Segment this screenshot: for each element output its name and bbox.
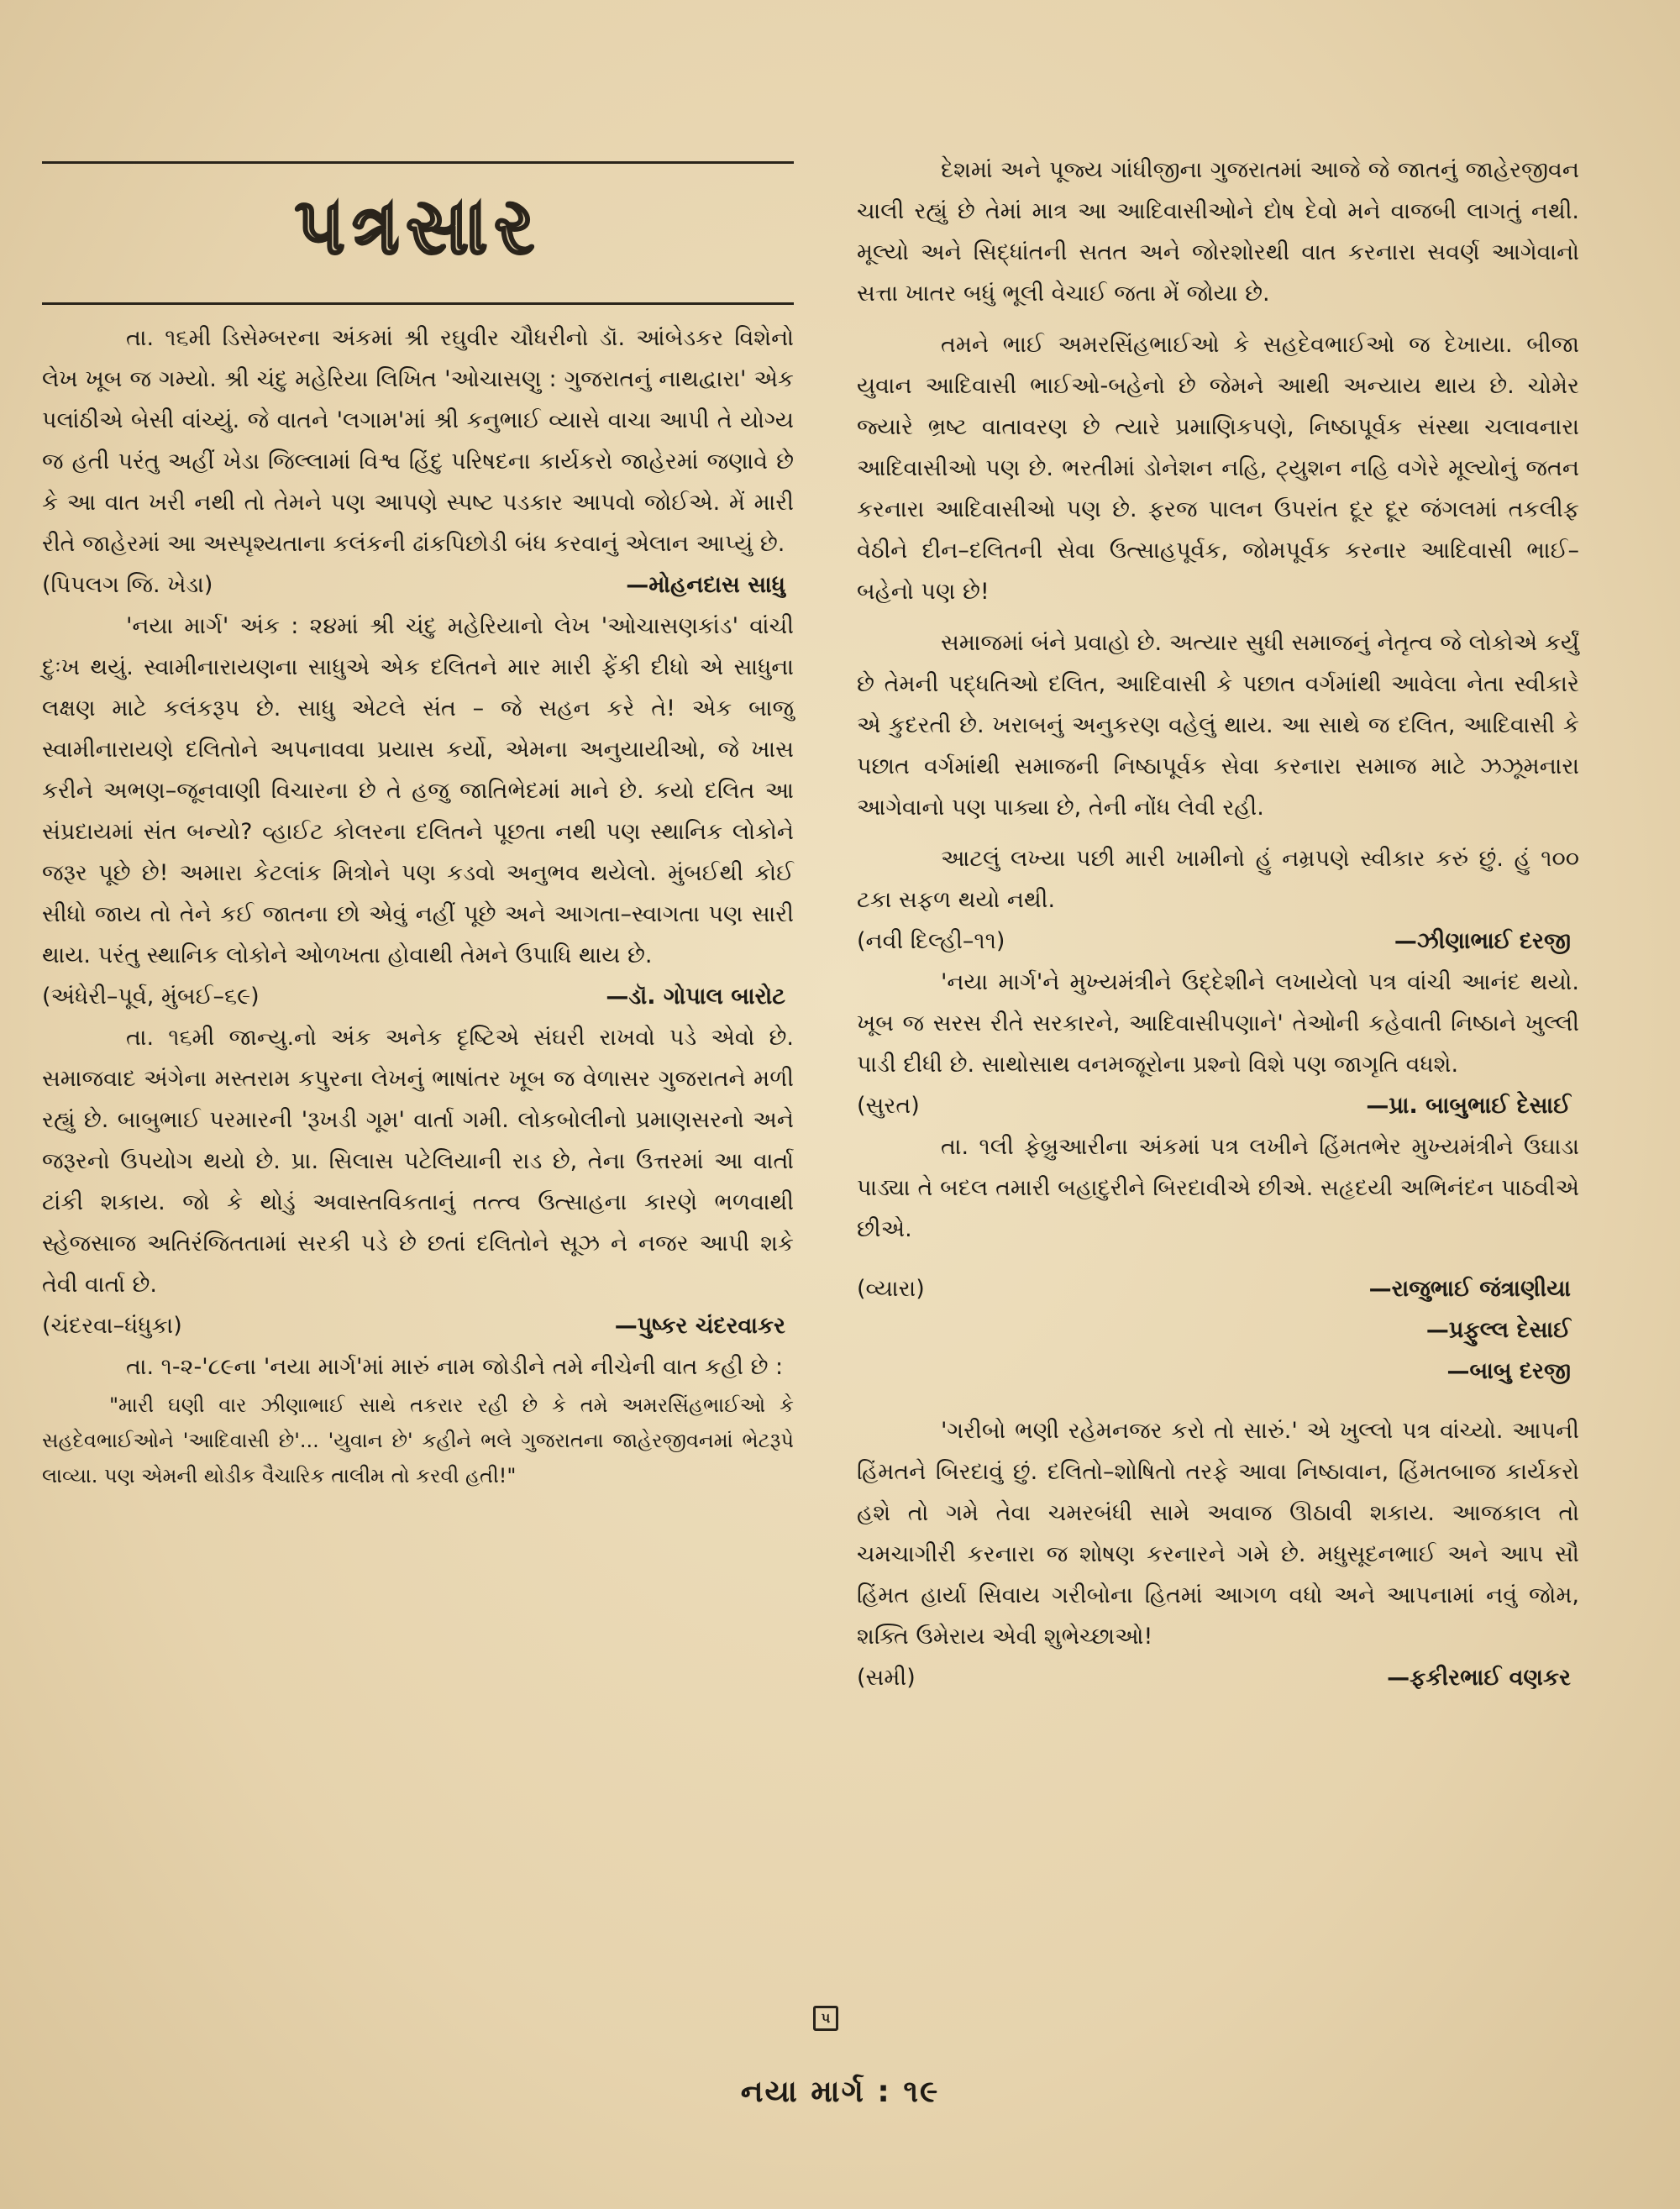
letter-4-continued-3: સમાજમાં બંને પ્રવાહો છે. અત્યાર સુધી સમાજનું નેતૃત્વ જે લોકોએ કર્યું છે તેમની પદ્ધતિઓ દલિત, આદિવાસી કે પછાત વર્ગમાંથી આવેલા નેતા સ્વીકારે એ કુદરતી છે. ખરાબનું અનુકરણ વહેલું થાય. આ સાથે જ દલિત, આદિવાસી કે પછાત વર્ગમાંથી સમાજની નિષ્ઠાપૂર્વક સેવા કરનારા સમાજ માટે ઝઝૂમનારા આગેવાનો પણ પાક્યા છે, તેની નોંધ લેવી રહી.	[857, 630, 1579, 821]
section-title: પત્રસાર	[295, 181, 541, 271]
letter-7: 'ગરીબો ભણી રહેમનજર કરો તો સારું.' એ ખુલ્લો પત્ર વાંચ્યો. આપની હિંમતને બિરદાવું છું. દલિતો–શોષિતો તરફે આવા નિષ્ઠાવાન, હિંમતબાજ કાર્યકરો હશે તો ગમે તેવા ચમરબંધી સામે અવાજ ઊઠાવી શકાય. આજકાલ તો ચમચાગીરી કરનારા જ શોષણ કરનારને ગમે છે. મધુસૂદનભાઈ અને આપ સૌ હિંમત હાર્યા સિવાય ગરીબોના હિતમાં આગળ વધો અને આપનામાં નવું જોમ, શક્તિ ઉમેરાય એવી શુભેચ્છાઓ!	[857, 1418, 1579, 1650]
right-column	[857, 150, 1579, 1698]
left-column	[42, 317, 794, 1493]
page-footer: નયા માર્ગ : ૧૯	[740, 2075, 940, 2109]
signature-7	[857, 1657, 1579, 1698]
page-marker-icon: ૫	[813, 2006, 838, 2031]
letter-4-continued-2: તમને ભાઈ અમરસિંહભાઈઓ કે સહદેવભાઈઓ જ દેખાયા. બીજા યુવાન આદિવાસી ભાઈઓ-બહેનો છે જેમને આથી અન્યાય થાય છે. ચોમેર જ્યારે ભ્રષ્ટ વાતાવરણ છે ત્યારે પ્રમાણિકપણે, નિષ્ઠાપૂર્વક સંસ્થા ચલાવનારા આદિવાસીઓ પણ છે. ભરતીમાં ડોનેશન નહિ, ટ્યુશન નહિ વગેરે મૂલ્યોનું જતન કરનારા આદિવાસીઓ પણ છે. ફરજ પાલન ઉપરાંત દૂર દૂર જંગલમાં તકલીફ વેઠીને દીન–દલિતની સેવા ઉત્સાહપૂર્વક, જોમપૂર્વક કરનાર આદિવાસી ભાઈ–બહેનો પણ છે!	[857, 332, 1579, 605]
signature-name: —પુષ્કર ચંદરવાકર	[614, 1313, 785, 1339]
signature-name: —બાબુ દરજી	[1446, 1358, 1571, 1384]
signature-4	[857, 921, 1579, 962]
signature-place: (સુરત)	[857, 1093, 920, 1119]
signature-name: —ફકીરભાઈ વણકર	[1387, 1665, 1571, 1691]
signature-name: —ઝીણાભાઈ દરજી	[1394, 928, 1571, 954]
letter-4-continued-4: આટલું લખ્યા પછી મારી ખામીનો હું નમ્રપણે સ્વીકાર કરું છું. હું ૧૦૦ ટકા સફળ થયો નથી.	[857, 846, 1579, 913]
signature-place: (ચંદરવા–ધંધુકા)	[42, 1313, 182, 1339]
title-top-rule	[42, 161, 794, 164]
signature-5	[857, 1085, 1579, 1126]
signature-name: —મોહનદાસ સાધુ	[626, 572, 785, 598]
signature-name: —રાજુભાઈ જંત્રાણીયા	[1368, 1276, 1571, 1302]
title-bottom-rule	[42, 302, 794, 305]
signature-place: (સમી)	[857, 1665, 916, 1691]
signature-2	[42, 976, 794, 1017]
letter-5: 'નયા માર્ગ'ને મુખ્યમંત્રીને ઉદ્દેશીને લખાયેલો પત્ર વાંચી આનંદ થયો. ખૂબ જ સરસ રીતે સરકારને, આદિવાસીપણાને' તેઓની કહેવાતી નિષ્ઠાને ખુલ્લી પાડી દીધી છે. સાથોસાથ વનમજૂરોના પ્રશ્નો વિશે પણ જાગૃતિ વધશે.	[857, 969, 1579, 1078]
letter-3: તા. ૧૬મી જાન્યુ.નો અંક અનેક દૃષ્ટિએ સંઘરી રાખવો પડે એવો છે. સમાજવાદ અંગેના મસ્તરામ કપુરના લેખનું ભાષાંતર ખૂબ જ વેળાસર ગુજરાતને મળી રહ્યું છે. બાબુભાઈ પરમારની 'રૂખડી ગૂમ' વાર્તા ગમી. લોકબોલીનો પ્રમાણસરનો અને જરૂરનો ઉપયોગ થયો છે. પ્રા. સિલાસ પટેલિયાની રાડ છે, તેના ઉત્તરમાં આ વાર્તા ટાંકી શકાય. જો કે થોડું અવાસ્તવિકતાનું તત્ત્વ ઉત્સાહના કારણે ભળવાથી સ્હેજસાજ અતિરંજિતતામાં સરકી પડે છે છતાં દલિતોને સૂઝ ને નજર આપી શકે તેવી વાર્તા છે.	[42, 1025, 794, 1298]
letter-4: તા. ૧-૨-'૮૯ના 'નયા માર્ગ'માં મારું નામ જોડીને તમે નીચેની વાત કહી છે :	[126, 1354, 784, 1380]
signature-3	[42, 1305, 794, 1346]
letter-4-continued-1: દેશમાં અને પૂજ્ય ગાંધીજીના ગુજરાતમાં આજે જે જાતનું જાહેરજીવન ચાલી રહ્યું છે તેમાં માત્ર આ આદિવાસીઓને દોષ દેવો મને વાજબી લાગતું નથી. મૂલ્યો અને સિદ્ધાંતની સતત અને જોરશોરથી વાત કરનારા સવર્ણ આગેવાનો સત્તા ખાતર બધું ભૂલી વેચાઈ જતા મેં જોયા છે.	[857, 157, 1579, 307]
letter-6: તા. ૧લી ફેબ્રુઆરીના અંકમાં પત્ર લખીને હિંમતભેર મુખ્યમંત્રીને ઉઘાડા પાડ્યા તે બદલ તમારી બહાદુરીને બિરદાવીએ છીએ. સહૃદયી અભિનંદન પાઠવીએ છીએ.	[857, 1134, 1579, 1242]
signature-place: (અંધેરી–પૂર્વ, મુંબઈ–૬૯)	[42, 984, 260, 1010]
signature-place: (નવી દિલ્હી–૧૧)	[857, 928, 1005, 954]
signature-name: —પ્રફુલ્લ દેસાઈ	[1425, 1317, 1571, 1343]
signature-place: (વ્યારા)	[857, 1276, 925, 1302]
letter-4-quote: "મારી ઘણી વાર ઝીણાભાઈ સાથે તકરાર રહી છે કે તમે અમરસિંહભાઈઓ કે સહદેવભાઈઓને 'આદિવાસી છે'... 'યુવાન છે' કહીને ભલે ગુજરાતના જાહેરજીવનમાં ભેટરૂપે લાવ્યા. પણ એમની થોડીક વૈચારિક તાલીમ તો કરવી હતી!"	[42, 1393, 794, 1488]
signature-6	[857, 1268, 1579, 1309]
signature-name: —ડૉ. ગોપાલ બારોટ	[606, 984, 785, 1010]
signature-1	[42, 564, 794, 606]
signature-place: (પિપલગ જિ. ખેડા)	[42, 572, 213, 598]
letter-1: તા. ૧૬મી ડિસેમ્બરના અંકમાં શ્રી રઘુવીર ચૌધરીનો ડૉ. આંબેડકર વિશેનો લેખ ખૂબ જ ગમ્યો. શ્રી ચંદુ મહેરિયા લિખિત 'ઓચાસણુ : ગુજરાતનું નાથદ્વારા' એક પલાંઠીએ બેસી વાંચ્યું. જે વાતને 'લગામ'માં શ્રી કનુભાઈ વ્યાસે વાચા આપી તે યોગ્ય જ હતી પરંતુ અહીં ખેડા જિલ્લામાં વિશ્વ હિંદુ પરિષદના કાર્યકરો જાહેરમાં જણાવે છે કે આ વાત ખરી નથી તો તેમને પણ આપણે સ્પષ્ટ પડકાર આપવો જોઈએ. મેં મારી રીતે જાહેરમાં આ અસ્પૃશ્યતાના કલંકની ઢાંકપિછોડી બંધ કરવાનું એલાન આપ્યું છે.	[42, 325, 794, 557]
signature-name: —પ્રા. બાબુભાઈ દેસાઈ	[1366, 1093, 1571, 1119]
letter-2: 'નયા માર્ગ' અંક : ૨૪માં શ્રી ચંદુ મહેરિયાનો લેખ 'ઓચાસણકાંડ' વાંચી દુઃખ થયું. સ્વામીનારાયણના સાધુએ એક દલિતને માર મારી ફેંકી દીધો એ સાધુના લક્ષણ માટે કલંકરૂપ છે. સાધુ એટલે સંત – જે સહન કરે તે! એક બાજુ સ્વામીનારાયણે દલિતોને અપનાવવા પ્રયાસ કર્યો, એમના અનુયાયીઓ, જે ખાસ કરીને અભણ–જૂનવાણી વિચારના છે તે હજુ જાતિભેદમાં માને છે. કયો દલિત આ સંપ્રદાયમાં સંત બન્યો? વ્હાઈટ કોલરના દલિતને પૂછતા નથી પણ સ્થાનિક લોકોને જરૂર પૂછે છે! અમારા કેટલાંક મિત્રોને પણ કડવો અનુભવ થયેલો. મુંબઈથી કોઈ સીધો જાય તો તેને કઈ જાતના છો એવું નહીં પૂછે અને આગતા–સ્વાગતા પણ સારી થાય. પરંતુ સ્થાનિક લોકોને ઓળખતા હોવાથી તેમને ઉપાધિ થાય છે.	[42, 613, 794, 968]
